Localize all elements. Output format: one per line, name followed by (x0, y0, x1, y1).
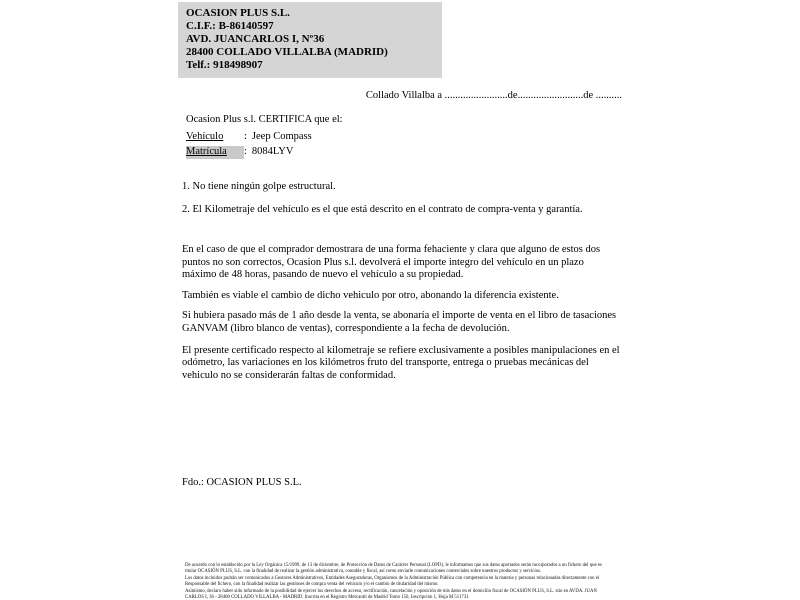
legal-paragraph-3: Asimismo, declaro haber sido informado de la posibilidad de ejercer los derechos de acceso, rectificación, cancelación y oposición de mis datos en el domicilio fiscal de OCASIÓN PLUS, S.L. sito en AVDA. JUAN CARLOS I, 36 - 28400 COLLADO VILLALBA - MADRID. Inscrita en el Registro Mercantil de Madrid Tomo 150, Inscripción 1, Hoja M 511731 (185, 588, 597, 600)
plate-row (182, 146, 620, 159)
signature-line: Fdo.: OCASION PLUS S.L. (182, 477, 302, 488)
company-address: AVD. JUANCARLOS I, Nº36 (186, 33, 325, 45)
plate-value: 8084LYV (251, 146, 294, 158)
exchange-paragraph: También es viable el cambio de dicho vehiculo por otro, abonando la diferencia existente. (182, 289, 559, 301)
odometer-paragraph: El presente certificado respecto al kilometraje se refiere exclusivamente a posibles manipulaciones en el odómetro, las variaciones en los kilómetros fruto del transporte, entrega o pruebas mecánicas del vehiculo no se considerarán faltas de conformidad. (182, 344, 620, 381)
company-name: OCASION PLUS S.L. (186, 7, 290, 19)
company-cif: C.I.F.: B-86140597 (186, 20, 274, 32)
vehicle-separator: : (244, 130, 247, 142)
date-line: Collado Villalba a ........................de.........................de .......... (365, 90, 622, 101)
certifies-statement: Ocasion Plus s.l. CERTIFICA que el: (186, 114, 343, 125)
certificate-body (182, 114, 620, 382)
vehicle-value: Jeep Compass (251, 130, 312, 142)
company-city: 28400 COLLADO VILLALBA (MADRID) (186, 46, 388, 58)
certificate-point-2: 2. El Kilometraje del vehículo es el que está descrito en el contrato de compra-venta y garantía. (182, 204, 583, 216)
ganvam-paragraph: Si hubiera pasado más de 1 año desde la venta, se abonaría el importe de venta en el libro de tasaciones GANVAM (libro blanco de ventas), correspondiente a la fecha de devolución. (182, 310, 617, 334)
plate-label: Matrícula (186, 146, 244, 159)
vehicle-row (182, 131, 620, 144)
certificate-point-1: 1. No tiene ningún golpe estructural. (182, 180, 336, 192)
vehicle-label: Vehículo (186, 130, 224, 142)
company-phone: Telf.: 918498907 (186, 59, 263, 71)
legal-paragraph-2: Los datos incluidos podrán ser comunicados a Gestores Administrativos, Entidades Aseguradoras, Organismos de la Administración Pública con competencia en la materia y personas relacionadas directamente con el Responsable del fichero, con la finalidad realizar las gestiones de compra venta del vehículo y/o el cambio de titularidad del mismo. (185, 575, 600, 588)
legal-fine-print (185, 563, 613, 600)
legal-paragraph-1: De acuerdo con lo establecido por la Ley Orgánica 15/1999, de 13 de diciembre, de Protección de Datos de Carácter Personal (LOPD), le informamos que sus datos aportados serán incorporados a un fichero del que es titular OCASIÓN PLUS, S.L. con la finalidad de realizar la gestión administrativa, contable y fiscal, así como enviarle comunicaciones comerciales sobre nuestros productos y servicios. (185, 563, 602, 575)
company-letterhead (178, 2, 442, 78)
plate-separator: : (244, 146, 247, 158)
refund-paragraph: En el caso de que el comprador demostrara de una forma fehaciente y clara que alguno de estos dos puntos no son correctos, Ocasion Plus s.l. devolverá el importe integro del vehículo en un plazo máximo de 48 horas, pasando de nuevo el vehículo a su propiedad. (182, 243, 601, 281)
